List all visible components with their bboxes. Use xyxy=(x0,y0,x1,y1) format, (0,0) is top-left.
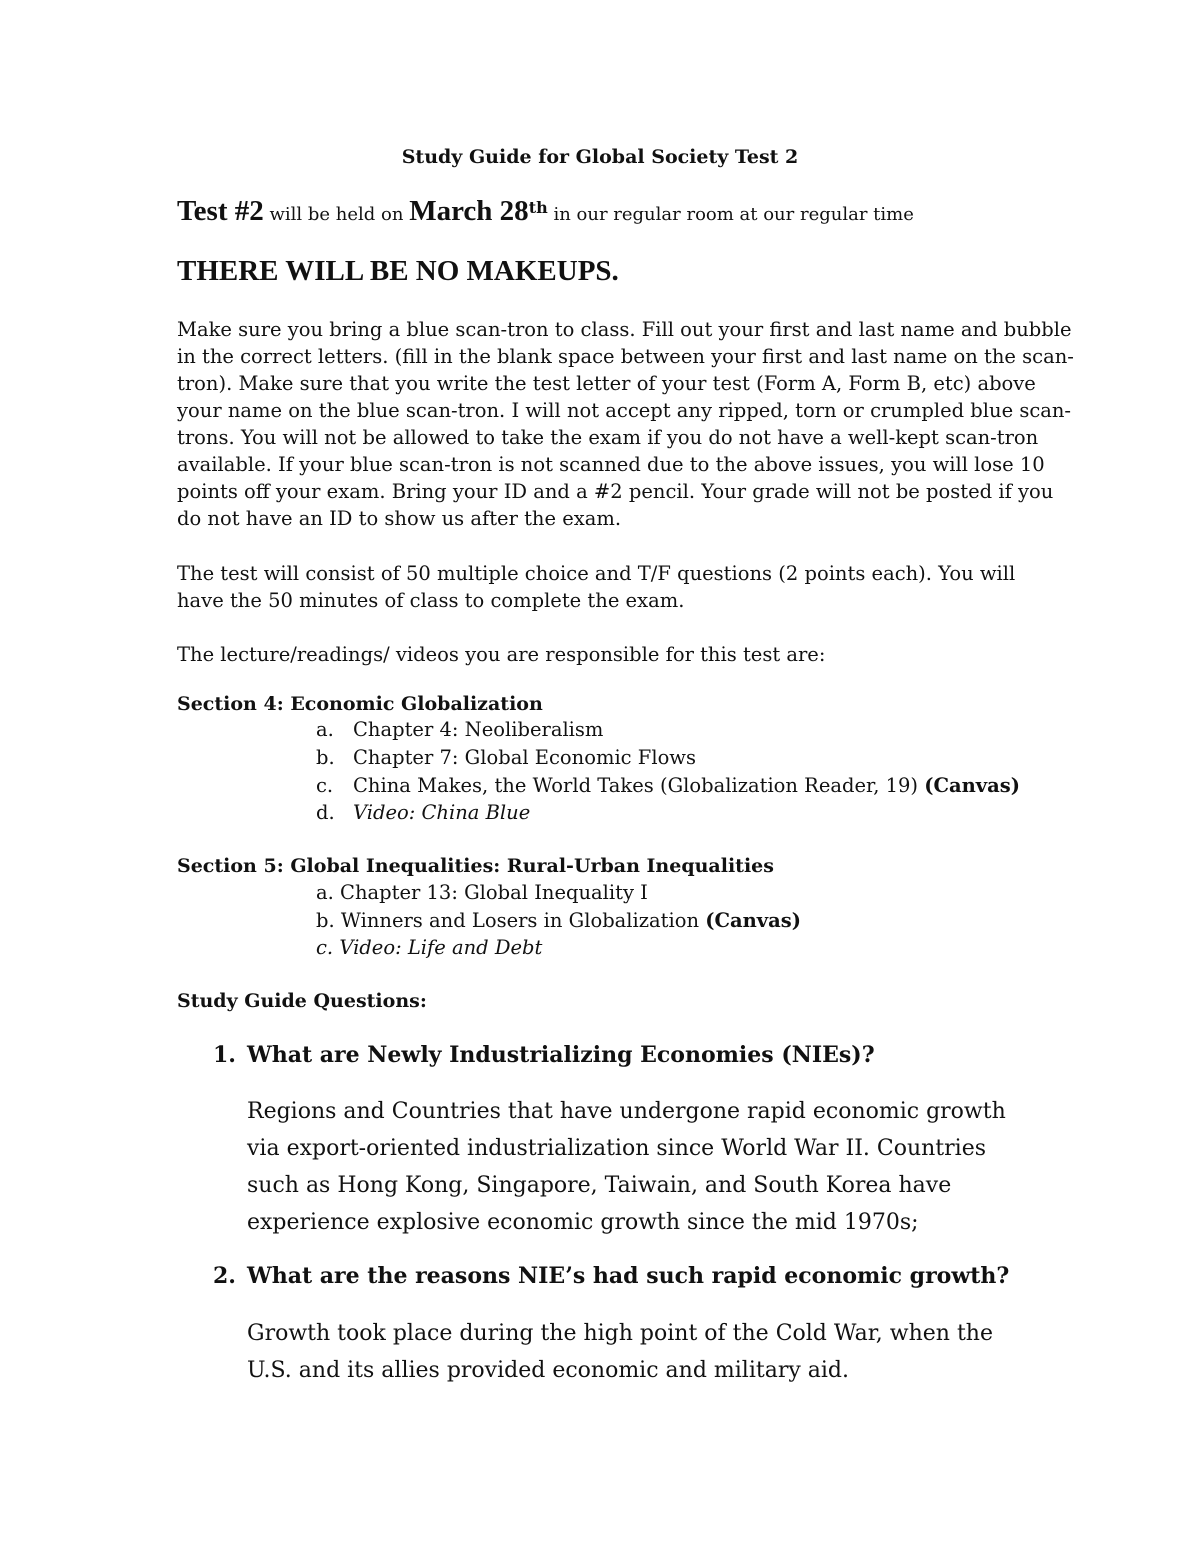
list-item xyxy=(316,909,801,932)
list-item xyxy=(316,718,603,741)
instructions-line: do not have an ID to show us after the exam. xyxy=(177,507,622,530)
canvas-tag: (Canvas) xyxy=(705,909,801,932)
answer-line: U.S. and its allies provided economic and military aid. xyxy=(247,1358,849,1383)
list-text: Winners and Losers in Globalization xyxy=(340,909,700,932)
test-date: March 28 xyxy=(409,195,529,227)
question-2 xyxy=(213,1263,1009,1289)
test-date-line xyxy=(177,195,914,228)
no-makeups-notice: THERE WILL BE NO MAKEUPS. xyxy=(177,255,619,287)
list-text: Video: China Blue xyxy=(353,801,531,824)
responsible-line: The lecture/readings/ videos you are responsible for this test are: xyxy=(177,643,826,666)
answer-line: such as Hong Kong, Singapore, Taiwain, and South Korea have xyxy=(247,1173,952,1198)
test-text-1: will be held on xyxy=(269,204,404,225)
list-text: Chapter 13: Global Inequality I xyxy=(340,881,648,904)
instructions-line: points off your exam. Bring your ID and a #2 pencil. Your grade will not be posted if you xyxy=(177,480,1054,503)
list-item xyxy=(316,881,648,904)
list-text: Chapter 7: Global Economic Flows xyxy=(353,746,697,769)
page-title: Study Guide for Global Society Test 2 xyxy=(401,146,799,168)
answer-1 xyxy=(247,1093,1006,1241)
section-5-heading: Section 5: Global Inequalities: Rural-Urban Inequalities xyxy=(177,855,774,877)
answer-line: Growth took place during the high point of the Cold War, when the xyxy=(247,1321,993,1346)
test-date-suffix: th xyxy=(528,198,548,217)
list-item xyxy=(316,746,696,769)
test-label: Test #2 xyxy=(177,195,264,227)
list-letter: a. xyxy=(316,881,334,904)
answer-line: Regions and Countries that have undergone rapid economic growth xyxy=(247,1099,1006,1124)
instructions-line: available. If your blue scan-tron is not scanned due to the above issues, you will lose 10 xyxy=(177,453,1045,476)
list-item xyxy=(316,774,1020,797)
question-1 xyxy=(213,1042,875,1068)
instructions-line: your name on the blue scan-tron. I will not accept any ripped, torn or crumpled blue scan- xyxy=(177,399,1072,422)
question-number: 2. xyxy=(213,1263,236,1289)
test-text-2: in our regular room at our regular time xyxy=(553,204,914,225)
section-4-heading: Section 4: Economic Globalization xyxy=(177,693,543,715)
instructions-paragraph xyxy=(177,316,1074,532)
canvas-tag: (Canvas) xyxy=(924,774,1020,797)
question-text: What are Newly Industrializing Economies (NIEs)? xyxy=(247,1042,875,1068)
list-text: China Makes, the World Takes (Globalization Reader, 19) xyxy=(353,774,919,797)
list-letter: c. xyxy=(316,936,334,959)
list-letter: a. xyxy=(316,718,334,741)
list-letter: c. xyxy=(316,774,334,797)
list-text: Video: Life and Debt xyxy=(339,936,543,959)
instructions-line: in the correct letters. (fill in the blank space between your first and last name on the scan- xyxy=(177,345,1074,368)
list-letter: b. xyxy=(316,746,335,769)
list-item xyxy=(316,936,542,959)
answer-2 xyxy=(247,1315,993,1389)
study-questions-heading: Study Guide Questions: xyxy=(177,990,427,1012)
list-letter: b. xyxy=(316,909,335,932)
test-format-line: The test will consist of 50 multiple choice and T/F questions (2 points each). You will xyxy=(177,562,1016,585)
question-number: 1. xyxy=(213,1042,236,1068)
test-format-paragraph xyxy=(177,560,1015,614)
answer-line: via export-oriented industrialization since World War II. Countries xyxy=(247,1136,986,1161)
instructions-line: tron). Make sure that you write the test letter of your test (Form A, Form B, etc) above xyxy=(177,372,1036,395)
instructions-line: Make sure you bring a blue scan-tron to class. Fill out your first and last name and bubble xyxy=(177,318,1072,341)
answer-line: experience explosive economic growth since the mid 1970s; xyxy=(247,1210,919,1235)
list-item xyxy=(316,801,530,824)
list-letter: d. xyxy=(316,801,335,824)
list-text: Chapter 4: Neoliberalism xyxy=(353,718,604,741)
test-format-line: have the 50 minutes of class to complete the exam. xyxy=(177,589,685,612)
instructions-line: trons. You will not be allowed to take the exam if you do not have a well-kept scan-tron xyxy=(177,426,1039,449)
question-text: What are the reasons NIE’s had such rapid economic growth? xyxy=(247,1263,1010,1289)
